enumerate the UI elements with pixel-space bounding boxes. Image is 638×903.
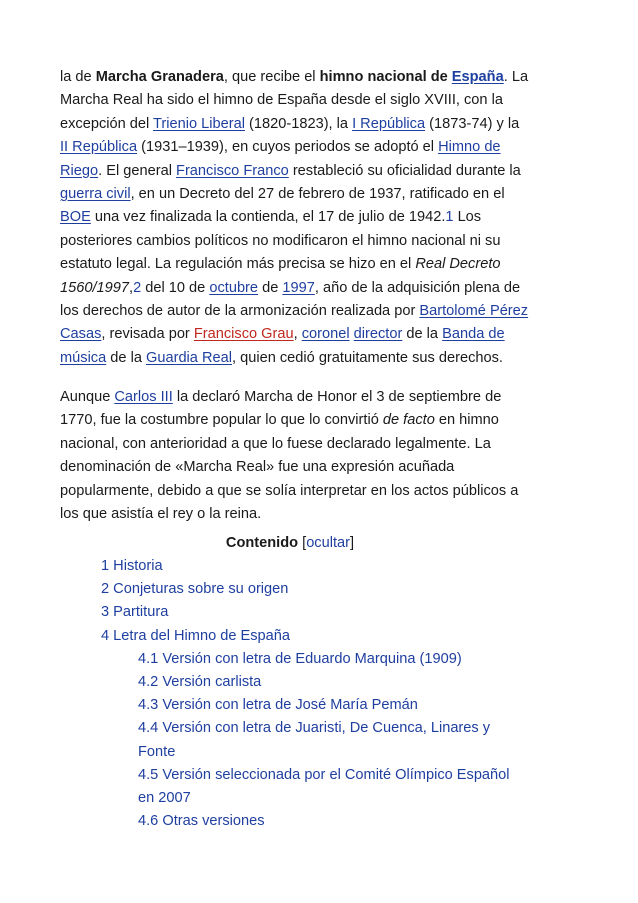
link-himno-de-riego[interactable]: Himno de Riego <box>60 139 501 179</box>
link-guerra-civil[interactable]: guerra civil <box>60 186 131 203</box>
link-i-republica[interactable]: I República <box>352 115 426 132</box>
bold-marcha-granadera: Marcha Granadera <box>95 69 224 85</box>
reference-2[interactable]: 2 <box>133 279 142 296</box>
text: . El general <box>98 162 177 179</box>
text: de la <box>106 349 146 366</box>
toc-item-conjeturas[interactable]: 2 Conjeturas sobre su origen <box>101 581 289 598</box>
toc-item-peman[interactable]: 4.3 Versión con letra de José María Pemán <box>138 697 418 714</box>
text: , <box>293 326 302 343</box>
toc-item-partitura[interactable]: 3 Partitura <box>101 604 169 621</box>
link-octubre[interactable]: octubre <box>209 279 259 296</box>
text: , <box>129 279 134 296</box>
link-bartolome-perez-casas[interactable]: Bartolomé Pérez Casas <box>60 303 529 343</box>
text: (1873-74) y la <box>425 115 520 132</box>
toc-item-comite-olimpico[interactable]: 4.5 Versión seleccionada por el Comité Olímpico Español en 2007 <box>138 766 510 807</box>
link-francisco-franco[interactable]: Francisco Franco <box>176 162 289 179</box>
paragraph-denominacion <box>60 386 530 526</box>
link-coronel[interactable]: coronel <box>301 326 350 343</box>
toc-item-juaristi[interactable]: 4.4 Versión con letra de Juaristi, De Cuenca, Linares y Fonte <box>138 720 491 760</box>
text: , revisada por <box>101 326 194 343</box>
toc-toggle-link[interactable]: ocultar <box>306 535 350 551</box>
toc-bracket: [ <box>298 535 307 551</box>
toc-title: Contenido <box>225 535 299 551</box>
italic-de-facto: de facto <box>382 412 435 429</box>
text: Aunque <box>60 389 115 405</box>
link-trienio-liberal[interactable]: Trienio Liberal <box>153 115 245 132</box>
link-banda-de-musica[interactable]: Banda de música <box>60 326 505 366</box>
table-of-contents <box>0 555 638 833</box>
text: de <box>258 279 283 296</box>
text: , quien cedió gratuitamente sus derechos. <box>232 349 503 366</box>
text: Los posteriores cambios políticos no modificaron el himno nacional ni su estatuto legal. La regulación más precisa se hizo en el <box>60 209 501 273</box>
toc-item-historia[interactable]: 1 Historia <box>101 558 163 574</box>
toc-bracket: ] <box>350 535 355 551</box>
link-francisco-grau[interactable]: Francisco Grau <box>193 326 294 343</box>
text: , en un Decreto del 27 de febrero de 1937, ratificado en el <box>130 186 505 203</box>
bold-himno-nacional: himno nacional de <box>319 69 448 85</box>
link-ii-republica[interactable]: II República <box>60 139 138 156</box>
toc-item-carlista[interactable]: 4.2 Versión carlista <box>138 674 262 691</box>
paragraph-history <box>60 66 530 370</box>
link-espana[interactable]: España <box>451 69 504 85</box>
text: restableció su oficialidad durante la <box>288 162 521 179</box>
toc-item-otras-versiones[interactable]: 4.6 Otras versiones <box>138 813 265 830</box>
text: la de <box>60 69 96 85</box>
text: la declaró Marcha de Honor el 3 de septiembre de 1770, fue la costumbre popular lo que lo convirtió <box>60 389 502 429</box>
link-boe[interactable]: BOE <box>60 209 91 226</box>
text: del 10 de <box>141 279 210 296</box>
text: de la <box>402 326 443 343</box>
link-director[interactable]: director <box>353 326 403 343</box>
toc-header <box>0 532 580 555</box>
link-guardia-real[interactable]: Guardia Real <box>146 349 232 366</box>
text: . La Marcha Real ha sido el himno de España desde el siglo XVIII, con la excepción del <box>60 69 529 132</box>
italic-real-decreto: Real Decreto 1560/1997 <box>60 256 501 296</box>
text: (1820-1823), la <box>244 115 353 132</box>
toc-item-marquina[interactable]: 4.1 Versión con letra de Eduardo Marquina (1909) <box>138 650 462 667</box>
toc-item-letra[interactable]: 4 Letra del Himno de España <box>101 627 291 644</box>
reference-1[interactable]: 1 <box>445 209 454 226</box>
link-carlos-iii[interactable]: Carlos III <box>114 389 173 405</box>
text: en himno nacional, con anterioridad a que lo fuese declarado legalmente. La denominación de «Marcha Real» fue una expresión acuñada popularmente, debido a que se solía interpretar en los actos públicos a los que asistía el rey o la reina. <box>60 412 519 523</box>
text: una vez finalizada la contienda, el 17 de julio de 1942. <box>90 209 446 226</box>
link-1997[interactable]: 1997 <box>282 279 315 296</box>
text: , año de la adquisición plena de los derechos de autor de la armonización realizada por <box>60 279 521 320</box>
text: (1931–1939), en cuyos periodos se adoptó el <box>137 139 439 156</box>
text: , que recibe el <box>223 69 320 85</box>
